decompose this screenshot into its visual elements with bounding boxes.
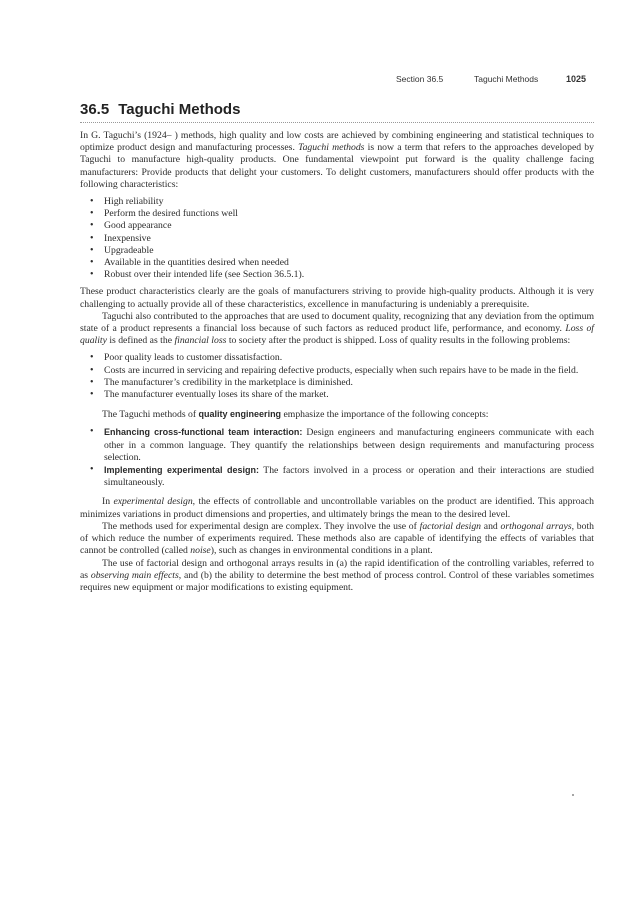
list-item: • Robust over their intended life (see Section 36.5.1). (80, 269, 594, 281)
problems-list (80, 352, 594, 401)
paragraph-goals: These product characteristics clearly are the goals of manufacturers striving to provide high-quality products. Although it is very challenging to actually provide all of these characteristics, excellence in manufacturing is undeniably a prerequisite. (80, 286, 594, 310)
text-run: , and (b) the ability to determine the best method of process control. Control of these variables sometimes requires new equipment or major modifications to existing equipment. (80, 569, 594, 593)
emphasis-term: factorial design (419, 520, 482, 532)
bold-term: Implementing experimental design: (104, 465, 260, 476)
running-head (390, 74, 594, 88)
text-run: is defined as the (106, 335, 175, 347)
list-item: • Available in the quantities desired when needed (80, 257, 594, 269)
text-run: and (481, 520, 501, 532)
section-title: Taguchi Methods (118, 101, 241, 118)
text-run: , both of which reduce the number of experiments required. These methods also are capable of identifying the effects of variables that cannot be controlled (called (80, 520, 594, 557)
page-number: 1025 (566, 74, 587, 84)
running-head-section: Section 36.5 (396, 74, 444, 84)
paragraph-intro (80, 130, 594, 191)
list-item: • Poor quality leads to customer dissatisfaction. (80, 352, 594, 364)
text-run: to society after the product is shipped. Loss of quality results in the following problems: (226, 335, 571, 347)
list-item: • Perform the desired functions well (80, 208, 594, 220)
section-heading (80, 101, 594, 118)
list-item: • The manufacturer’s credibility in the marketplace is diminished. (80, 377, 594, 389)
list-item: • Inexpensive (80, 233, 594, 245)
paragraph-experimental-design (80, 496, 594, 520)
emphasis-term: observing main effects (90, 569, 179, 581)
concepts-list (80, 426, 594, 489)
text-run: In (102, 496, 114, 508)
bold-term: Enhancing cross-functional team interaction: (104, 427, 303, 438)
list-item: • The manufacturer eventually loses its share of the market. (80, 389, 594, 401)
paragraph-factorial-design (80, 558, 594, 595)
text-run: emphasize the importance of the following concepts: (281, 409, 489, 421)
emphasis-term: Loss of quality (80, 323, 594, 347)
text-run: In G. Taguchi’s (1924– ) methods, high quality and low costs are achieved by combining engineering and statistical techniques to optimize product design and manufacturing processes. (80, 130, 594, 154)
emphasis-term: experimental design (113, 496, 193, 508)
emphasis-term: Taguchi methods (298, 142, 365, 154)
list-item: • High reliability (80, 196, 594, 208)
bold-term: quality engineering (198, 409, 282, 420)
scan-mark (572, 794, 574, 796)
paragraph-quality-engineering (80, 408, 594, 421)
list-item (80, 464, 594, 489)
text-run: Design engineers and manufacturing engineers communicate with each other in a common language. They quantify the relationships between design requirements and manufacturing process selection. (104, 427, 595, 463)
text-run: The factors involved in a process or operation and their interactions are studied simultaneously. (104, 465, 594, 489)
list-item (80, 426, 594, 464)
text-run: The methods used for experimental design are complex. They involve the use of (102, 520, 420, 532)
heading-rule (80, 122, 594, 123)
text-run: Taguchi also contributed to the approaches that are used to document quality, recognizing that any deviation from the optimum state of a product represents a financial loss because of such factors as reduced product life, performance, and economy. (80, 310, 594, 335)
emphasis-term: financial loss (174, 335, 227, 347)
text-run: , the effects of controllable and uncontrollable variables on the product are identified. This approach minimizes variations in product dimensions and properties, and ultimately brings the mean to the desired level. (80, 496, 594, 520)
list-item: • Good appearance (80, 220, 594, 232)
running-head-title: Taguchi Methods (474, 74, 539, 84)
body-text (80, 130, 594, 594)
text-run: is now a term that refers to the approaches developed by Taguchi to manufacture high-quality products. One fundamental viewpoint put forward is the quality challenge facing manufacturers: Provide products that delight your customers. To delight customers, manufacturers should offer products with the following characteristics: (80, 142, 594, 190)
emphasis-term: noise (190, 545, 211, 557)
list-item: • Upgradeable (80, 245, 594, 257)
text-run: The use of factorial design and orthogonal arrays results in (a) the rapid identification of the controlling variables, referred to as (80, 557, 594, 581)
paragraph-loss-of-quality (80, 311, 594, 348)
text-run: The Taguchi methods of (102, 409, 199, 421)
paragraph-methods (80, 521, 594, 558)
text-run: ), such as changes in environmental conditions in a plant. (210, 545, 433, 557)
list-item: • Costs are incurred in servicing and repairing defective products, especially when such repairs have to be made in the field. (80, 365, 594, 377)
characteristics-list (80, 196, 594, 281)
section-number: 36.5 (80, 101, 110, 118)
emphasis-term: orthogonal arrays (500, 520, 572, 532)
